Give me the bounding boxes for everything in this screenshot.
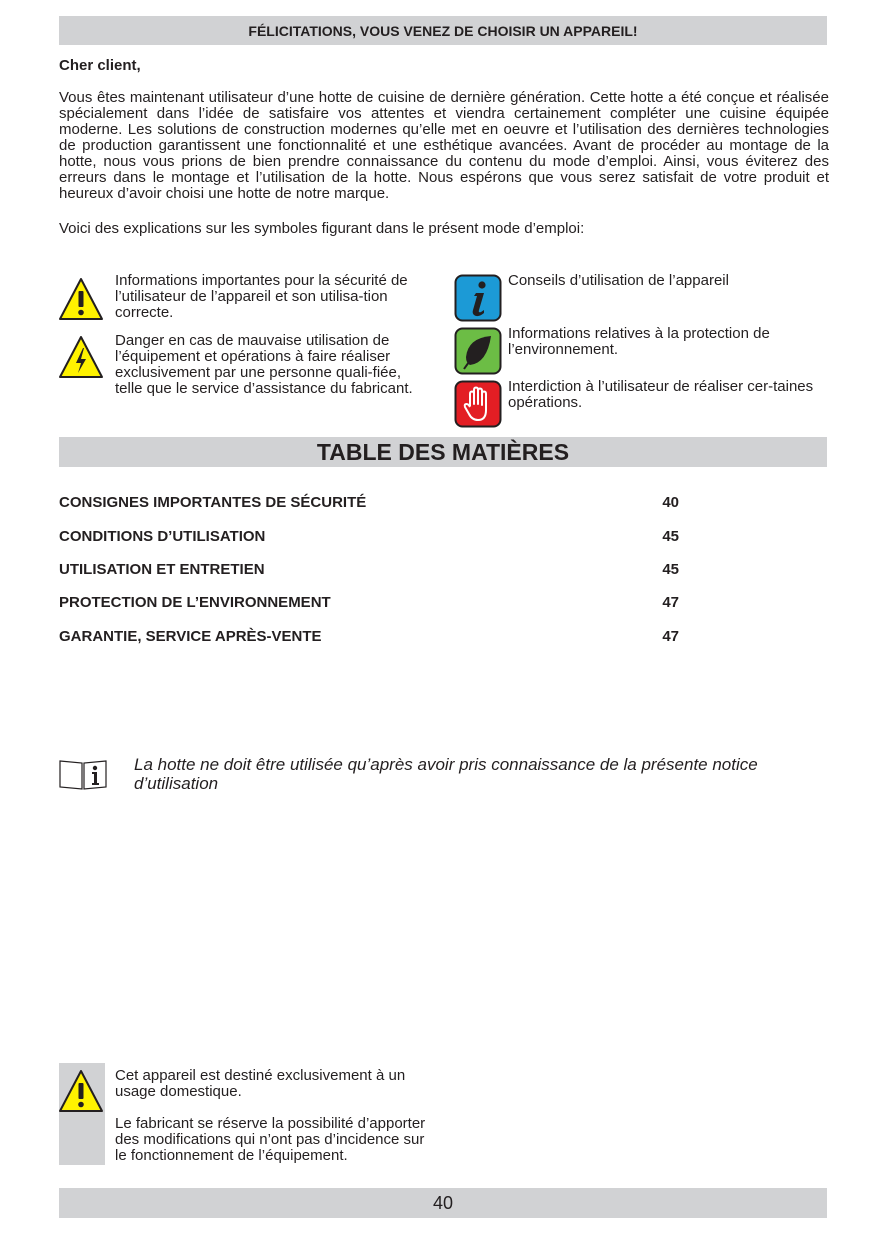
toc-item-label: CONDITIONS D’UTILISATION <box>59 528 266 545</box>
environment-symbol-text: Informations relatives à la protection de l’environnement. <box>508 325 770 358</box>
toc-item-page: 45 <box>662 561 679 578</box>
toc-item-page: 40 <box>662 494 679 511</box>
book-info-icon <box>59 758 107 790</box>
toc-item[interactable] <box>59 494 679 512</box>
electric-symbol-text: Danger en cas de mauvaise utilisation de l’équipement et opérations à faire réaliser exclusivement par une personne quali-fiée, telle que le service d’assistance du fabricant. <box>115 332 413 397</box>
toc-item-page: 45 <box>662 528 679 545</box>
toc-item-label: UTILISATION ET ENTRETIEN <box>59 561 265 578</box>
toc-item-label: PROTECTION DE L’ENVIRONNEMENT <box>59 594 331 611</box>
toc-title: TABLE DES MATIÈRES <box>59 437 827 467</box>
toc-item[interactable] <box>59 561 679 579</box>
warning-symbol-text: Informations importantes pour la sécurité de l’utilisateur de l’appareil et son utilisa-tion correcte. <box>115 272 408 321</box>
bottom-warning-text <box>115 1068 435 1180</box>
toc-item-label: GARANTIE, SERVICE APRÈS-VENTE <box>59 628 322 645</box>
warning-exclamation-icon <box>57 1067 105 1115</box>
toc-item-label: CONSIGNES IMPORTANTES DE SÉCURITÉ <box>59 494 367 511</box>
symbols-intro: Voici des explications sur les symboles figurant dans le présent mode d’emploi: <box>59 220 585 237</box>
usage-note: La hotte ne doit être utilisée qu’après avoir pris connaissance de la présente notice d’utilisation <box>134 755 758 793</box>
toc-item-page: 47 <box>662 594 679 611</box>
toc-item[interactable] <box>59 594 679 612</box>
toc-item[interactable] <box>59 628 679 646</box>
toc-item-page: 47 <box>662 628 679 645</box>
page-header-title: FÉLICITATIONS, VOUS VENEZ DE CHOISIR UN APPAREIL! <box>59 16 827 45</box>
info-symbol-text: Conseils d’utilisation de l’appareil <box>508 272 729 289</box>
electric-hazard-icon <box>57 333 105 381</box>
prohibition-symbol-text: Interdiction à l’utilisateur de réaliser cer-taines opérations. <box>508 378 814 411</box>
info-icon <box>454 274 502 322</box>
stop-hand-icon <box>454 380 502 428</box>
page-number: 40 <box>59 1188 827 1218</box>
domestic-use-text: Cet appareil est destiné exclusivement à un usage domestique. <box>115 1067 406 1100</box>
intro-paragraph: Vous êtes maintenant utilisateur d’une hotte de cuisine de dernière génération. Cette hotte a été conçue et réalisée spécialement dans l’idée de satisfaire vos attentes et viendra certainement compléter une cuisine équipée moderne. Les solutions de construction modernes qu’elle met en oeuvre et l’utilisation des dernières technologies de production garantissent une fonctionnalité et une esthétique avancées. Avant de procéder au montage de la hotte, nous vous prions de bien prendre connaissance du contenu du mode d’emploi. Ainsi, vous éviterez des erreurs dans le montage et l’utilisation de la hotte. Nous espérons que vous serez satisfait de votre produit et heureux d’avoir choisi une hotte de notre marque. <box>59 89 829 202</box>
modifications-text: Le fabricant se réserve la possibilité d’apporter des modifications qui n’ont pas d’incidence sur le fonctionnement de l’équipement. <box>115 1115 426 1164</box>
warning-exclamation-icon <box>57 275 105 323</box>
greeting: Cher client, <box>59 57 141 74</box>
leaf-icon <box>454 327 502 375</box>
toc-item[interactable] <box>59 528 679 546</box>
